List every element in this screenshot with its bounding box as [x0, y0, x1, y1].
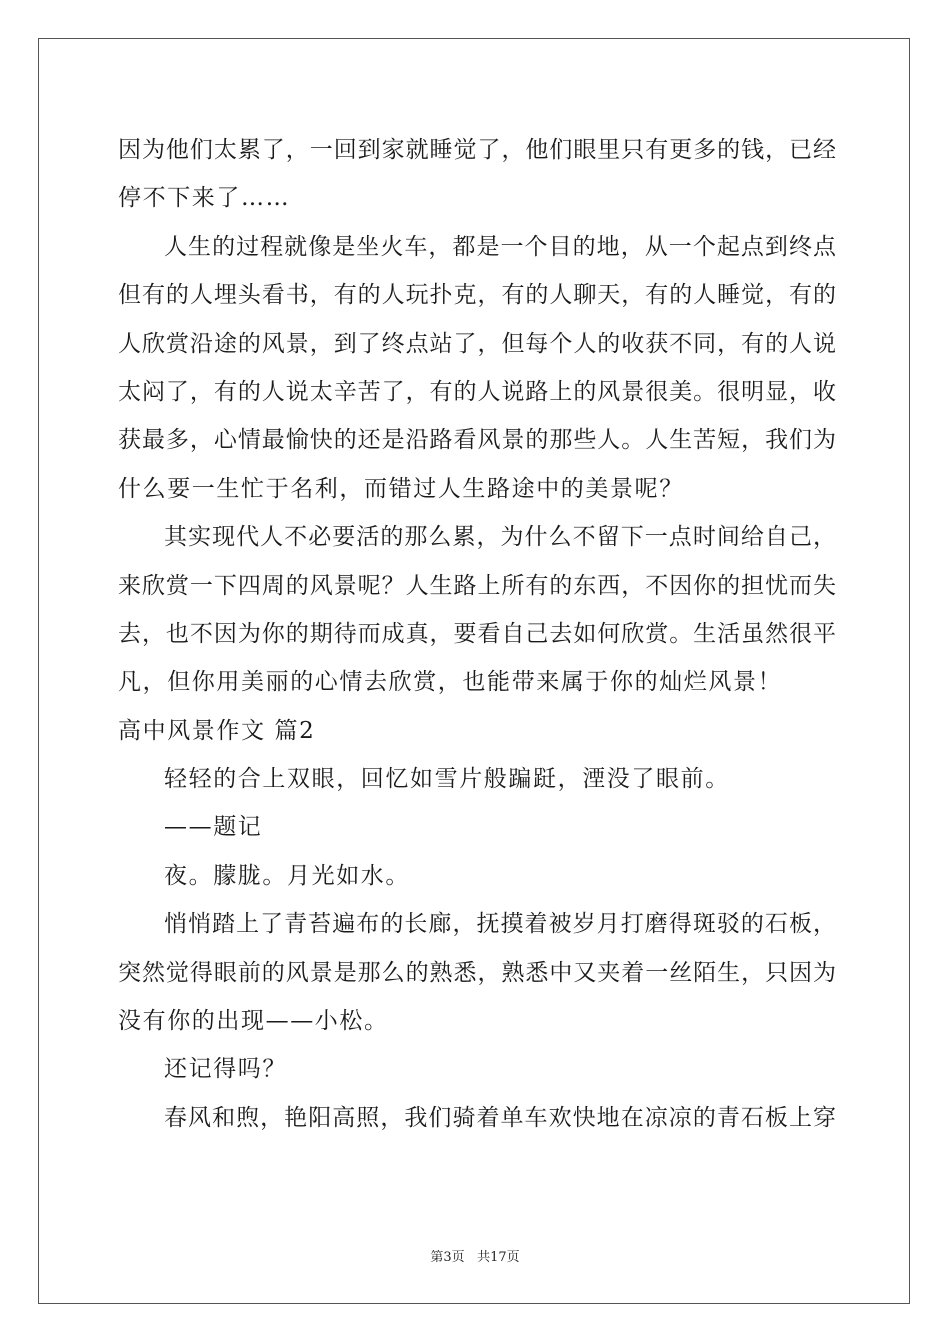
- text-line: 突然觉得眼前的风景是那么的熟悉，熟悉中又夹着一丝陌生，只因为: [118, 959, 836, 986]
- page-total: 共17页: [477, 1250, 520, 1265]
- text-line: 来欣赏一下四周的风景呢？人生路上所有的东西，不因你的担忧而失: [118, 572, 836, 599]
- page-footer: [0, 1246, 950, 1265]
- text-line: 什么要一生忙于名利，而错过人生路途中的美景呢？: [118, 475, 684, 502]
- text-line: 获最多，心情最愉快的还是沿路看风景的那些人。人生苦短，我们为: [118, 427, 836, 454]
- document-body: [118, 126, 836, 1142]
- section-heading: 高中风景作文 篇2: [118, 717, 316, 744]
- text-line: 停不下来了……: [118, 185, 291, 212]
- text-line: 凡，但你用美丽的心情去欣赏，也能带来属于你的灿烂风景！: [118, 669, 783, 696]
- text-line: 太闷了，有的人说太辛苦了，有的人说路上的风景很美。很明显，收: [118, 378, 836, 405]
- paragraph-start-line: 春风和煦，艳阳高照，我们骑着单车欢快地在凉凉的青石板上穿: [164, 1104, 836, 1131]
- paragraph-start-line: 还记得吗？: [164, 1056, 287, 1083]
- text-line: 人欣赏沿途的风景，到了终点站了，但每个人的收获不同，有的人说: [118, 330, 836, 357]
- text-line: 因为他们太累了，一回到家就睡觉了，他们眼里只有更多的钱，已经: [118, 137, 836, 163]
- text-line: 去，也不因为你的期待而成真，要看自己去如何欣赏。生活虽然很平: [118, 620, 836, 647]
- paragraph-start-line: 人生的过程就像是坐火车，都是一个目的地，从一个起点到终点: [164, 233, 836, 260]
- paragraph-start-line: 其实现代人不必要活的那么累，为什么不留下一点时间给自己，: [164, 524, 836, 551]
- page-number: 第3页: [430, 1250, 465, 1265]
- paragraph-start-line: 夜。朦胧。月光如水。: [164, 862, 410, 889]
- text-line: 但有的人埋头看书，有的人玩扑克，有的人聊天，有的人睡觉，有的: [118, 282, 836, 309]
- text-line: 没有你的出现——小松。: [118, 1008, 389, 1035]
- paragraph-start-line: 轻轻的合上双眼，回忆如雪片般蹁跹，湮没了眼前。: [164, 766, 730, 793]
- paragraph-start-line: 悄悄踏上了青苔遍布的长廊，抚摸着被岁月打磨得斑驳的石板，: [164, 911, 836, 938]
- epigraph-attribution: ——题记: [164, 814, 263, 841]
